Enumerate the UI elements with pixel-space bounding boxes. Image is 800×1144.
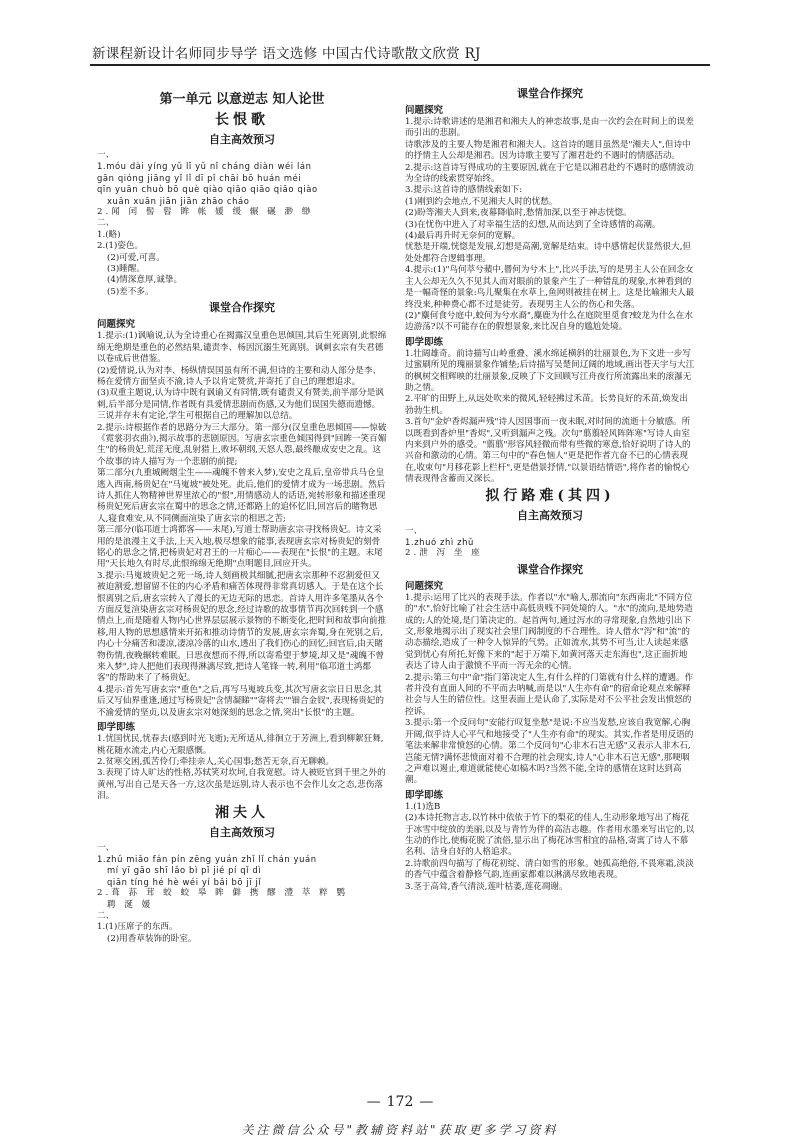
answer-item: (2)可爱,可喜。 [107, 252, 165, 263]
paragraph: 忧愁是开端,恍惚是发展,幻想是高潮,宽解是结束。诗中感情起伏显然很大,但处处都符合逻辑事理。 [405, 242, 691, 264]
q-one: 一、 [405, 525, 423, 536]
pinyin-line: 1.zhǔ miǎo fán pín zēng yuán zhǐ lǐ chán yuán [97, 853, 317, 864]
pinyin-line: xuān xuān jiān jiān zhāo cháo [107, 195, 250, 206]
paragraph: 4.提示:(1)"鸟何萃兮蘋中,罾何为兮木上",比兴手法,写的是男主人公在回念女主人公却无久久不见其人而对眼前的景象产生了一种错乱的现象,水神看到的是一幅奇怪的景象:鸟儿聚集在水草上,鱼网则被挂在树上。这是比喻湘夫人最终没来,种种费心都不过是徒劳。表现男主人公的伤心和失落。 [405, 265, 695, 310]
paragraph: (2)"麋何食兮庭中,蛟何为兮水裔",麋鹿为什么在庭院里觅食?蛟龙为什么在水边游荡?以不可能存在的假想景象,来比况自身的尴尬处境。 [405, 310, 693, 333]
char-line: 2.泄 泻 坐 座 [405, 548, 483, 559]
paragraph: (3)在忧伤中进入了对幸福生活的幻想,从而达到了全诗感情的高潮。 [405, 219, 661, 230]
paragraph: 诗歌涉及的主要人物是湘君和湘夫人。这首诗的题目虽然是"湘夫人",但诗中的抒情主人公却是湘君。因为诗歌主要写了湘君赴约不遇时的情感活动。 [405, 139, 691, 162]
paragraph: 4.提示:首先写唐玄宗"重色"之后,再写马嵬坡兵变,其次写唐玄宗日日思念,其后又写仙界重逢,通过写杨贵妃"含情凝睇""寄将去""钿合金钗",表现杨贵妃的不渝爱情的坚贞,以及唐玄宗对她深刻的思念之情,突出"长恨"的主题。 [97, 684, 384, 718]
paragraph: 3.提示:第一个反问句"安能行叹复坐愁"是说:不应当发愁,应该自我宽解,心胸开阔,似乎诗人心平气和地接受了"人生亦有命"的现实。其实,作者是用反语的笔法来解非常愤怒的心情。第二个反问句"心非木石岂无感"又表示人非木石,岂能无情?满怀悲愤面对着不合理的社会现实,诗人"心非木石岂无感",那哽咽之声难以遏止,难道就能使心如槁木吗?当然不能,全诗的感情在这时达到高潮。 [405, 718, 694, 786]
pinyin-line: mí yī gāo shī lǎo bì pǐ jié pí qǐ dì [107, 865, 262, 876]
paragraph: 1.壮阔雄奇。前诗描写山岭重叠、溪水绵延横斜的壮丽景色,为下文进一步写过蜜刷所见的瑰丽景象作铺垫;后诗描写吴楚间辽阔的地域,画出苍天宇与大江的枫树交相辉映的壮丽景象,反映了下文回顾写江舟夜行所流露出来的滚瀑无助之情。 [405, 348, 695, 393]
subsection-jixue: 即学即练 [405, 789, 444, 801]
paragraph: 1.(1)选B [405, 801, 441, 812]
section-preview: 自主高效预习 [209, 825, 275, 839]
right-column [405, 84, 695, 893]
subsection-jixue: 即学即练 [97, 722, 136, 734]
paragraph: 3.表现了诗人旷达的性格,苏轼笑对坎坷,自我宽慰。诗人被贬官到千里之外的黄州,写出自己是天各一方,这次虽是远别,诗人表示也不会作儿女之态,悲伤落泪。 [97, 768, 386, 802]
subsection-wenti: 问题探究 [405, 580, 444, 592]
paragraph: 2.提示:这首诗写得成功的主要原因,就在于它是以湘君赴约不遇时的感情波动为全诗的线索贯穿始终。 [405, 162, 694, 185]
paragraph: (2)爱情说,认为对李、杨纵情误国虽有所不满,但诗的主要和动人部分是李、杨在爱情方面坚贞不渝,诗人予以肯定赞赏,并寄托了自己的理想追求。 [97, 365, 382, 387]
running-header: 新课程新设计名师同步导学 语文选修 中国古代诗歌散文欣赏 RJ [92, 46, 481, 62]
subsection-wenti: 问题探究 [405, 105, 444, 116]
paragraph: 2.贫寒交困,孤苦伶仃;牵挂亲人,关心国事;愁苦无奈,百无聊赖。 [97, 756, 335, 767]
pinyin-line: 1.móu dài yíng yǔ lǐ yǔ nǐ cháng diàn wéi lán [97, 161, 312, 172]
section-coop: 课堂合作探究 [517, 562, 583, 576]
page-number: — 172 — [366, 1094, 434, 1110]
poem-title-nixinglunan: 拟行路难(其四) [485, 487, 615, 504]
paragraph: 1.提示:(1)讽喻说,认为全诗重心在揭露汉皇重色思倾国,其后生死离别,此恨绵绵无绝期是重色的必然结果,谴责李、杨因沉溺生死离别。讽刺玄宗有失君德以卷成后世借鉴。 [97, 331, 387, 365]
answer-item: (2)用香草装饰的卧室。 [107, 933, 197, 944]
answer-item: 1.(略) [97, 229, 121, 240]
paragraph: (2)盼等湘夫人到来,夜幕降临时,愁情加深,以至于神志恍惚。 [405, 208, 632, 219]
paragraph: 1.提示:诗歌讲述的是湘君和湘夫人的神恋故事,是由一次约会在时间上的误差而引出的悲剧。 [405, 117, 694, 139]
paragraph: (4)最后再升时无奈何的宽解。 [405, 231, 521, 242]
paragraph: 第三部分(临邛道士鸿都客——末尾),写道士帮助唐玄宗寻找杨贵妃。诗文采用的是浪漫主义手法,上天入地,极尽想象的能事,表现唐玄宗对杨贵妃的刻骨铭心的思念之情,把杨贵妃对君王的一片痴心——表现在"长恨"的主题。末尾用"天长地久有时尽,此恨绵绵无绝期"点明题目,回应开头。 [97, 525, 383, 570]
pinyin-line: gān qióng jiāng yǐ lǐ dī pǐ chāi bō huán méi [97, 172, 302, 183]
paragraph: 2.提示:诗根据作者的思路分为三大部分。第一部分(汉皇重色思倾国——惊破《霓裳羽衣曲》),揭示故事的悲剧原因。写唐玄宗重色倾国得到"回眸一笑百媚生"的杨贵妃,荒淫无度,乱射猎上,败坏朝纲,天怒人怨,最终酿成安史之乱。这个故事的诗人描写为一个悲剧的前提; [97, 422, 387, 467]
header-rule [90, 64, 710, 66]
pinyin-line: qīn yuān chuò bō què qiào qiāo qiāo qiāo qiào [97, 184, 318, 195]
paragraph: 1.忧国忧民,忧春去(感到时光飞逝);无所适从,徘徊立于芳洲上,看到柳絮狂舞,桃花随水流走,内心无限感慨。 [97, 734, 384, 756]
paragraph: 2.诗歌前四句描写了梅花初绽、清白如雪的形象。她孤高绝俗,不畏寒霜,淡淡的香气中蕴含着静修气韵,连画家都难以淋漓尽致地表现。 [405, 858, 694, 881]
section-preview: 自主高效预习 [517, 508, 583, 522]
char-line: 2.葺 荪 茸 蛟 蛟 皋 眸 僻 携 醪 澧 萃 粹 鹦 [97, 888, 349, 899]
paragraph: 2.平旷的田野上,从远处吹来的微风,轻轻拂过禾苗。长势良好的禾苗,焕发出勃勃生机。 [405, 394, 688, 416]
section-coop: 课堂合作探究 [517, 87, 583, 100]
q-one: 一、 [97, 842, 115, 853]
answer-item: (5)差不多。 [107, 286, 154, 297]
answer-item: (3)睡醒。 [107, 264, 145, 275]
paragraph: (1)刚到约会地点,不见湘夫人时的忧愁。 [405, 196, 558, 207]
section-coop: 课堂合作探究 [209, 301, 275, 315]
q-one: 一、 [97, 150, 115, 160]
q-two: 二、 [97, 218, 115, 229]
poem-title-changhenge: 长恨歌 [215, 112, 269, 128]
left-column [97, 84, 387, 945]
char-line: 聘 涎 媛 [107, 899, 154, 910]
paragraph: (2)本诗托物言志,以竹林中依依于竹下的梨花的佳人,生动形象地写出了梅花于冰雪中绽放的美丽,以及与青竹为伴的高洁志趣。作者用水墨来写出它的,以生动的作比,使梅花脱了流俗,显示出了梅花冰雪相宜的品格,寄寓了诗人不慕名利、洁身自好的人格追求。 [405, 813, 695, 858]
paragraph: 3.提示:这首诗的感情线索如下: [405, 185, 523, 196]
q-two: 二、 [97, 910, 115, 921]
answer-item: 2.(1)姿色。 [97, 241, 144, 252]
pinyin-line: 1.zhuó zhì zhǔ [405, 537, 474, 547]
paragraph: 第二部分(九重城阙烟尘生——魂魄不曾来入梦),安史之乱后,皇帝带兵马仓皇逃入西南,杨贵妃在"马嵬坡"被处死。此后,他们的爱情才成为一场悲剧。然后诗人抓住人物精神世界里浓心的"恨",用情感动人的话语,宛转形象和描述重现杨贵妃死后唐玄宗在蜀中的思念之情,还都路上的追怀忆旧,回宫后的睹物思人,寝食难安,从不同侧面渲染了唐玄宗的相思之苦; [97, 468, 386, 524]
section-preview: 自主高效预习 [209, 133, 275, 146]
answer-item: 1.(1)压席子的东西。 [97, 922, 178, 933]
unit-title: 第一单元 以意逆志 知人论世 [159, 92, 325, 107]
pinyin-line: qiān tíng hé hè wéi yí bǎi bō jī jǐ [107, 876, 262, 887]
answer-item: (4)情深意厚,诚挚。 [107, 275, 183, 286]
poem-title-xiangfuren: 湘夫人 [215, 804, 269, 821]
paragraph: (3)双重主题说,认为诗中既有讽谕又有同情,既有谴责又有赞美,前半部分是讽刺,后半部分是同情,作者既有具爱情悲剧而伤感,又为他们误国失德而遗憾。三说并存未有定论,学生可根据自己的理解加以总结。 [97, 388, 384, 422]
subsection-wenti: 问题探究 [97, 319, 136, 331]
footer-note: 关注微信公众号"教辅资料站"获取更多学习资料 [241, 1123, 559, 1137]
paragraph: 1.提示:运用了比兴的表现手法。作者以"水"喻人,那流向"东西南北"不同方位的"水",恰好比喻了社会生活中高低贵贱不同处境的人。"水"的流向,是地势造成的;人的处境,是门第决定的。起首两句,通过泻水的寻常现象,自然地引出下文,形象地揭示出了现实社会里门阀制度的不合理性。诗人借水"泻"和"流"的动态描绘,造成了一种令人惊异的气势。正如流水,其势不可当,让人读起来感觉到忧心有所托,好像下来的"起于万端下,如黄河落天走东海也",这正面折地表达了诗人由于激愤不平而一泻无余的心情。 [405, 592, 693, 672]
char-line: 2.闻 闰 髻 髫 眸 帐 媛 缓 辗 碾 渺 缈 [97, 207, 314, 218]
subsection-jixue: 即学即练 [405, 336, 444, 348]
paragraph: 3.首句"金炉香烬漏声残"诗人因国事而一夜未眠,对时间的流逝十分敏感。所以既看到香炉里"香烬",又听到漏声之残。次句"翦翦轻风阵阵寒"写诗人由室内来到户外的感受。"翦翦"形容风轻微而带有些微的寒意,恰好说明了诗人的兴奋和激动的心情。第三句中的"春色恼人"更是把作者亢奋不已的心情表现在,收束句"月移花影上栏杆",更是借景抒情,"以景语结情语",将作者的愉悦心情表现得含蓄而又深长。 [405, 417, 691, 485]
paragraph: 3.提示:马嵬坡贵妃之死一场,诗人刻画极其细腻,把唐玄宗那种不忍割爱但又被迫割爱,想留留不住的内心矛盾和痛苦体现得非常真切感人。于是在这个长恨离别之后,唐玄宗转入了漫长的无边无际的思恋。首诗人用许多笔墨从各个方面反复渲染唐玄宗对杨贵妃的思念,经过诗歌的故事情节再次回转到一个感情点上,而是随着人物内心世界层层展示景物的不断变化,把时间和故事向前推移,用人物的思想感情来开拓和推动诗情节的发展,唐玄宗奔蜀,身在死别之后,内心十分痛苦和凄凉,凄凉冷落的山水,透出了我们伤心的回忆;回宫后,由天睹物伤情,夜晚辗转难眠。日思夜想而不得,所以寄希望于梦境,却又是"魂魄不曾来入梦",诗人把他们表现得淋漓尽致,把诗人笔锋一转,利用"临邛道士鸿都客"的帮助来了了杨贵妃。 [97, 570, 387, 684]
paragraph: 3.茎于高耸,香气清淡,莲叶枯萎,莲花凋谢。 [405, 881, 568, 892]
page-number-value: 172 [386, 1094, 414, 1110]
paragraph: 2.提示:第三句中"命"指门第决定人生,有什么样的门第就有什么样的遭遇。作者并没有直面人间的不平而去呐喊,而是以"人生亦有命"的宿命论观点来解释社会与人生的错位性。这里表面上是认命了,实际是对不公平社会发出愤怒的控诉。 [405, 672, 694, 717]
